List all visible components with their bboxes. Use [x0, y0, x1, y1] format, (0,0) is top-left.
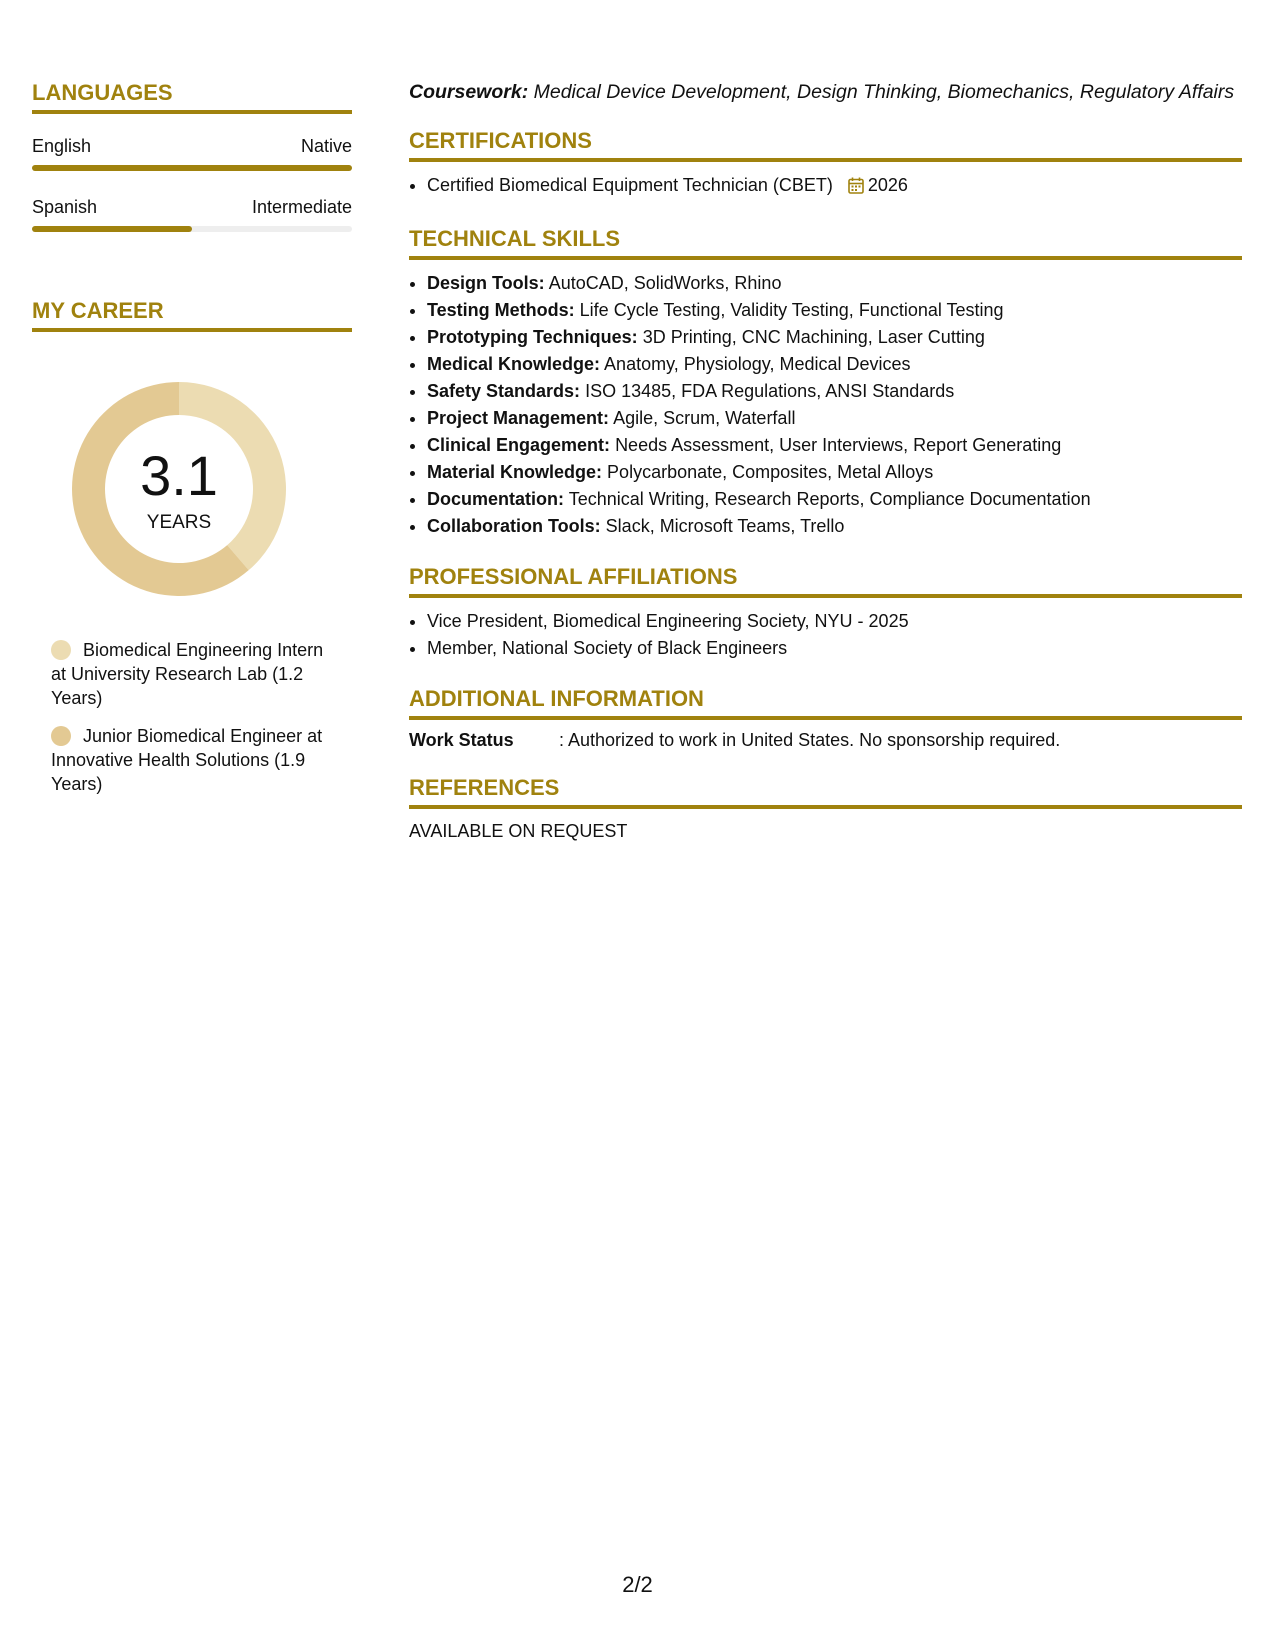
certification-item: [427, 172, 1242, 202]
skill-value: Slack, Microsoft Teams, Trello: [605, 516, 845, 536]
skill-value: Life Cycle Testing, Validity Testing, Functional Testing: [579, 300, 1004, 320]
language-proficiency-bar: [32, 226, 352, 232]
calendar-icon: [848, 175, 864, 202]
left-column: [32, 80, 352, 810]
career-donut-chart: [66, 376, 292, 602]
work-status-label: Work Status: [409, 730, 514, 750]
skill-label: Medical Knowledge:: [427, 354, 601, 374]
language-item: [32, 136, 352, 171]
skill-item: [427, 486, 1242, 513]
skill-item: [427, 324, 1242, 351]
career-total-years: 3.1: [140, 444, 218, 507]
career-legend-item: [51, 724, 341, 796]
page-number: 2/2: [622, 1572, 653, 1597]
additional-info-title: ADDITIONAL INFORMATION: [409, 686, 1242, 720]
career-legend-item: [51, 638, 341, 710]
skill-item: [427, 432, 1242, 459]
language-proficiency-fill: [32, 165, 352, 171]
skill-label: Material Knowledge:: [427, 462, 603, 482]
technical-skills-title: TECHNICAL SKILLS: [409, 226, 1242, 260]
certification-year: 2026: [867, 175, 908, 195]
skill-label: Design Tools:: [427, 273, 545, 293]
career-legend-label: Junior Biomedical Engineer at Innovative Health Solutions (1.9 Years): [51, 726, 323, 794]
language-proficiency-fill: [32, 226, 192, 232]
skill-item: [427, 405, 1242, 432]
skill-value: Anatomy, Physiology, Medical Devices: [604, 354, 911, 374]
certifications-title: CERTIFICATIONS: [409, 128, 1242, 162]
legend-dot-icon: [51, 726, 71, 746]
affiliations-list: [409, 608, 1242, 662]
career-title: MY CAREER: [32, 298, 352, 332]
certification-name: Certified Biomedical Equipment Technician (CBET): [427, 175, 833, 195]
language-item: [32, 197, 352, 232]
coursework: [409, 80, 1242, 104]
skill-item: [427, 351, 1242, 378]
language-level: Native: [300, 136, 352, 156]
languages-title: LANGUAGES: [32, 80, 352, 114]
skill-label: Project Management:: [427, 408, 610, 428]
skill-value: Needs Assessment, User Interviews, Report Generating: [615, 435, 1062, 455]
career-legend: [51, 638, 341, 796]
skill-label: Testing Methods:: [427, 300, 575, 320]
work-status-value: : Authorized to work in United States. No sponsorship required.: [559, 730, 1061, 750]
skill-item: [427, 270, 1242, 297]
skill-value: Polycarbonate, Composites, Metal Alloys: [607, 462, 934, 482]
skill-value: Agile, Scrum, Waterfall: [613, 408, 796, 428]
language-level: Intermediate: [251, 197, 352, 217]
coursework-text: Medical Device Development, Design Thinking, Biomechanics, Regulatory Affairs: [533, 81, 1235, 103]
certifications-list: [409, 172, 1242, 202]
skill-label: Collaboration Tools:: [427, 516, 601, 536]
affiliation-item: • Vice President, Biomedical Engineering Society, NYU - 2025: [427, 608, 1242, 635]
work-status-row: [409, 730, 1242, 751]
affiliations-title: PROFESSIONAL AFFILIATIONS: [409, 564, 1242, 598]
skill-label: Safety Standards:: [427, 381, 581, 401]
skill-item: [427, 378, 1242, 405]
references-title: REFERENCES: [409, 775, 1242, 809]
language-name: English: [32, 136, 92, 156]
skill-value: AutoCAD, SolidWorks, Rhino: [548, 273, 782, 293]
affiliation-item: • Member, National Society of Black Engineers: [427, 635, 1242, 662]
skill-label: Clinical Engagement:: [427, 435, 611, 455]
legend-dot-icon: [51, 640, 71, 660]
skill-value: 3D Printing, CNC Machining, Laser Cutting: [642, 327, 985, 347]
skill-label: Documentation:: [427, 489, 564, 509]
skill-item: [427, 297, 1242, 324]
coursework-label: Coursework:: [409, 81, 529, 103]
technical-skills-list: [409, 270, 1242, 540]
references-text: AVAILABLE ON REQUEST: [409, 821, 628, 841]
skill-item: [427, 513, 1242, 540]
right-column: [409, 80, 1242, 842]
skill-label: Prototyping Techniques:: [427, 327, 638, 347]
skill-value: ISO 13485, FDA Regulations, ANSI Standards: [585, 381, 955, 401]
skill-item: [427, 459, 1242, 486]
career-legend-label: Biomedical Engineering Intern at University Research Lab (1.2 Years): [51, 640, 324, 708]
career-total-unit: YEARS: [146, 512, 212, 533]
skill-value: Technical Writing, Research Reports, Compliance Documentation: [568, 489, 1091, 509]
language-name: Spanish: [32, 197, 98, 217]
language-proficiency-bar: [32, 165, 352, 171]
